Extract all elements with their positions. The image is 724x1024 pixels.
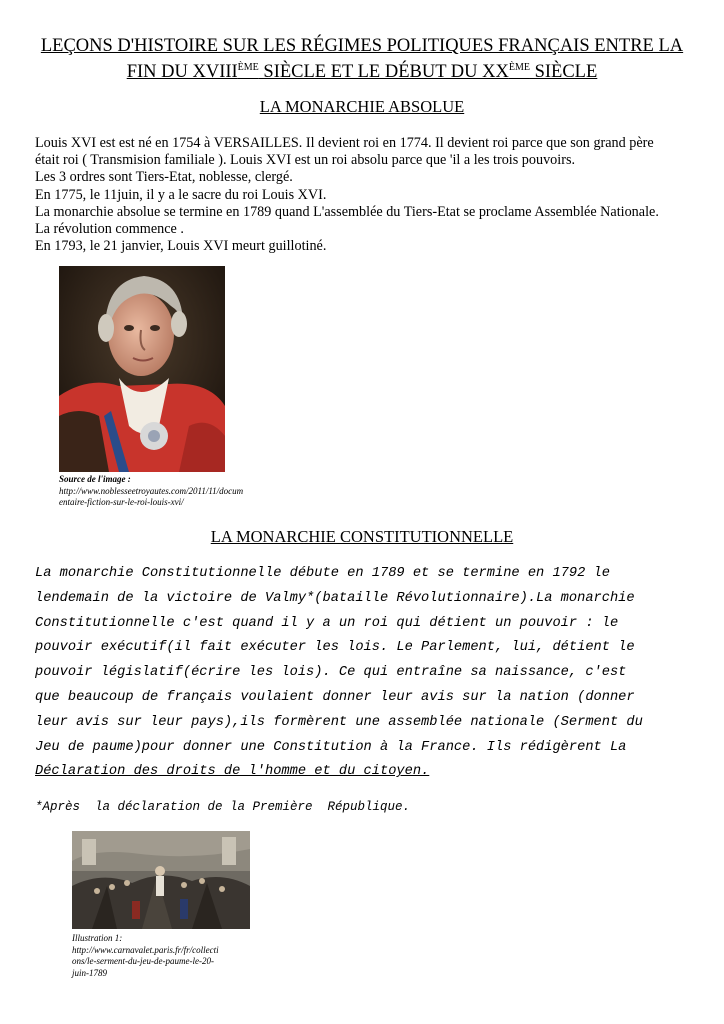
- document-title: [20, 35, 704, 83]
- paragraph-line: Jeu de paume)pour donner une Constitution à la France. Ils rédigèrent La: [35, 739, 627, 755]
- title-line-2-part-c: SIÈCLE: [529, 62, 598, 82]
- paragraph-line: Louis XVI est est né en 1754 à VERSAILLES. Il devient roi en 1774. Il devient roi parce que son grand père: [35, 135, 654, 151]
- paragraph-line: lendemain de la victoire de Valmy*(bataille Révolutionnaire).La monarchie: [35, 590, 635, 606]
- title-line-2-part-a: FIN DU XVIII: [126, 62, 238, 82]
- paragraph-line: pouvoir législatif(écrire les lois). Ce qui entraîne sa naissance, c'est: [35, 665, 627, 681]
- paragraph-line: La révolution commence .: [35, 221, 184, 238]
- paragraph-line: En 1793, le 21 janvier, Louis XVI meurt guillotiné.: [35, 238, 327, 255]
- title-line-1: LEÇONS D'HISTOIRE SUR LES RÉGIMES POLITIQUES FRANÇAIS ENTRE LA: [40, 36, 684, 56]
- caption-url-line: entaire-fiction-sur-le-roi-louis-xvi/: [59, 497, 184, 507]
- paragraph-line: Constitutionnelle c'est quand il y a un roi qui détient un pouvoir : le: [35, 615, 619, 631]
- title-superscript-1: ÈME: [237, 62, 259, 73]
- paragraph-monarchie-absolue: [35, 135, 695, 255]
- paragraph-line: En 1775, le 11juin, il y a le sacre du roi Louis XVI.: [35, 186, 327, 203]
- caption-line: Illustration 1:: [72, 933, 123, 943]
- title-line-2-part-b: SIÈCLE ET LE DÉBUT DU XX: [258, 62, 509, 82]
- painting-caption: [72, 933, 252, 979]
- section-heading-monarchie-absolue: LA MONARCHIE ABSOLUE: [259, 97, 465, 116]
- caption-source-label: Source de l'image :: [59, 474, 131, 484]
- paragraph-line: La monarchie Constitutionnelle débute en 1789 et se termine en 1792 le: [35, 566, 610, 581]
- paragraph-monarchie-constitutionnelle: [35, 562, 695, 785]
- caption-url-line: http://www.noblesseetroyautes.com/2011/11/docum: [59, 485, 244, 496]
- caption-line: juin-1789: [72, 967, 107, 978]
- footnote: *Après la déclaration de la Première République.: [35, 800, 411, 814]
- paragraph-line: était roi ( Transmision familiale ). Louis XVI est un roi absolu parce que 'il a les trois pouvoirs.: [35, 152, 576, 169]
- paragraph-line: que beaucoup de français voulaient donner leur avis sur la nation (donner: [35, 689, 635, 705]
- paragraph-line: pouvoir exécutif(il fait exécuter les lois. Le Parlement, lui, détient le: [35, 640, 635, 656]
- caption-line: http://www.carnavalet.paris.fr/fr/collecti: [72, 944, 219, 955]
- title-superscript-2: ÈME: [508, 62, 530, 73]
- paragraph-line: Les 3 ordres sont Tiers-Etat, noblesse, clergé.: [35, 169, 293, 186]
- louis-xvi-portrait-image: [59, 266, 225, 472]
- paragraph-line: La monarchie absolue se termine en 1789 quand L'assemblée du Tiers-Etat se proclame Assemblée Nationale.: [35, 203, 659, 220]
- declaration-underlined-text: Déclaration des droits de l'homme et du citoyen.: [35, 764, 430, 780]
- serment-du-jeu-de-paume-image: [72, 831, 250, 929]
- portrait-caption: [59, 474, 279, 509]
- caption-line: ons/le-serment-du-jeu-de-paume-le-20-: [72, 956, 214, 966]
- title-line-2: [20, 57, 704, 83]
- section-heading-monarchie-constitutionnelle: LA MONARCHIE CONSTITUTIONNELLE: [210, 527, 514, 546]
- paragraph-line: leur avis sur leur pays),ils formèrent une assemblée nationale (Serment du: [35, 714, 643, 730]
